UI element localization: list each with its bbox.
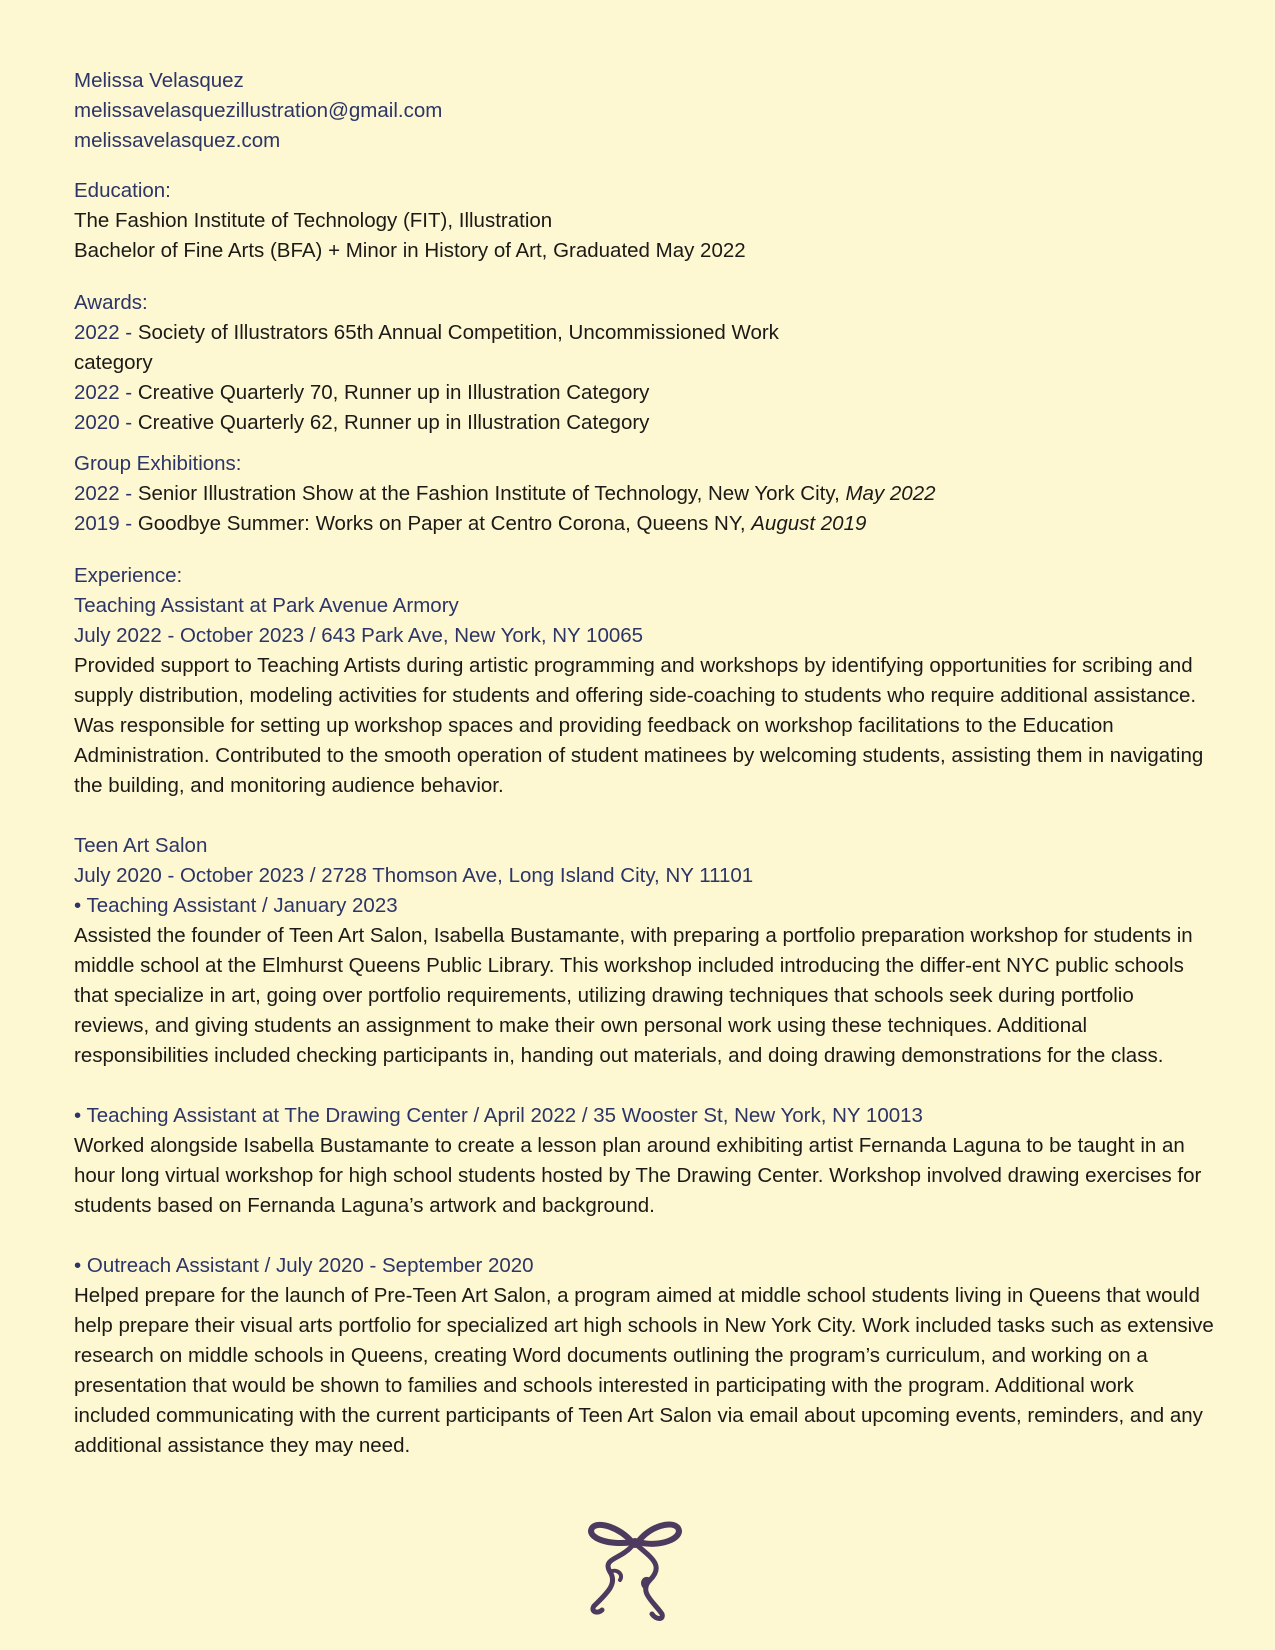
awards-heading: Awards: (74, 291, 148, 314)
ribbon-bow-icon (580, 1510, 690, 1635)
exhibition-text: Goodbye Summer: Works on Paper at Centro Corona, Queens NY, (137, 512, 752, 535)
exhibition-date: May 2022 (845, 482, 936, 505)
role-description: Assisted the founder of Teen Art Salon, Isabella Bustamante, with preparing a portfolio preparation workshop for students in middle school at the Elmhurst Queens Public Library. This workshop included introducing the differ-ent NYC public schools that specialize in art, going over portfolio requirements, utilizing drawing techniques that schools seek during portfolio reviews, and giving students an assignment to make their own personal work using these techniques. Additional responsibilities included checking participants in, handing out materials, and doing drawing demonstrations for the class. (74, 924, 1193, 1067)
exhibition-date: August 2019 (751, 512, 867, 535)
exhibition-item: 2019 - Goodbye Summer: Works on Paper at Centro Corona, Queens NY, August 2019 (74, 512, 867, 535)
award-item: 2020 - Creative Quarterly 62, Runner up in Illustration Category (74, 411, 650, 434)
contact-website[interactable]: melissavelasquez.com (74, 129, 281, 152)
education-school: The Fashion Institute of Technology (FIT), Illustration (74, 209, 553, 232)
award-text: Creative Quarterly 70, Runner up in Illustration Category (137, 381, 650, 404)
armory-description: Provided support to Teaching Artists during artistic programming and workshops by identifying opportunities for scribing and supply distribution, modeling activities for students and offering side-coaching to students who require additional assistance. Was responsible for setting up workshop spaces and providing feedback on workshop facilitations to the Education Administration. Contributed to the smooth operation of student matinees by welcoming students, assisting them in navigating the building, and monitoring audience behavior. (74, 654, 1204, 797)
award-item-continued: category (74, 351, 153, 374)
contact-email[interactable]: melissavelasquezillustration@gmail.com (74, 99, 443, 122)
award-text: Society of Illustrators 65th Annual Competition, Uncommissioned Work (137, 321, 779, 344)
salon-dates: July 2020 - October 2023 / 2728 Thomson Ave, Long Island City, NY 11101 (74, 864, 754, 887)
armory-dates: July 2022 - October 2023 / 643 Park Ave, New York, NY 10065 (74, 624, 644, 647)
education-heading: Education: (74, 179, 171, 202)
awards-section (74, 288, 1214, 438)
exhibitions-heading: Group Exhibitions: (74, 452, 242, 475)
exhibition-year: 2019 (74, 512, 120, 535)
armory-title: Teaching Assistant at Park Avenue Armory (74, 594, 459, 617)
award-year: 2022 (74, 321, 120, 344)
exhibition-year: 2022 (74, 482, 120, 505)
education-section (74, 176, 1214, 266)
role-title: • Teaching Assistant / January 2023 (74, 894, 398, 917)
exhibition-item: 2022 - Senior Illustration Show at the Fashion Institute of Technology, New York City, May 2022 (74, 482, 936, 505)
award-year: 2020 (74, 411, 120, 434)
contact-name: Melissa Velasquez (74, 69, 244, 92)
salon-title: Teen Art Salon (74, 834, 208, 857)
role-description: Helped prepare for the launch of Pre-Teen Art Salon, a program aimed at middle school students living in Queens that would help prepare their visual arts portfolio for specialized art high schools in New York City. Work included tasks such as extensive research on middle schools in Queens, creating Word documents outlining the program’s curriculum, and working on a presentation that would be shown to families and schools interested in participating with the program. Additional work included communicating with the current participants of Teen Art Salon via email about upcoming events, reminders, and any additional assistance they may need. (74, 1284, 1214, 1457)
award-text: Creative Quarterly 62, Runner up in Illustration Category (137, 411, 650, 434)
experience-heading: Experience: (74, 564, 183, 587)
resume-content (74, 66, 1214, 1461)
education-degree: Bachelor of Fine Arts (BFA) + Minor in History of Art, Graduated May 2022 (74, 239, 746, 262)
award-year: 2022 (74, 381, 120, 404)
role-title: • Teaching Assistant at The Drawing Center / April 2022 / 35 Wooster St, New York, NY 10013 (74, 1104, 923, 1127)
experience-section (74, 561, 1214, 1461)
award-item: 2022 - Creative Quarterly 70, Runner up in Illustration Category (74, 381, 650, 404)
award-item: 2022 - Society of Illustrators 65th Annual Competition, Uncommissioned Work (74, 321, 779, 344)
exhibition-text: Senior Illustration Show at the Fashion Institute of Technology, New York City, (137, 482, 846, 505)
role-title: • Outreach Assistant / July 2020 - September 2020 (74, 1254, 534, 1277)
exhibitions-section (74, 449, 1214, 539)
contact-block (74, 66, 1214, 156)
role-description: Worked alongside Isabella Bustamante to create a lesson plan around exhibiting artist Fernanda Laguna to be taught in an hour long virtual workshop for high school students hosted by The Drawing Center. Workshop involved drawing exercises for students based on Fernanda Laguna’s artwork and background. (74, 1134, 1202, 1217)
